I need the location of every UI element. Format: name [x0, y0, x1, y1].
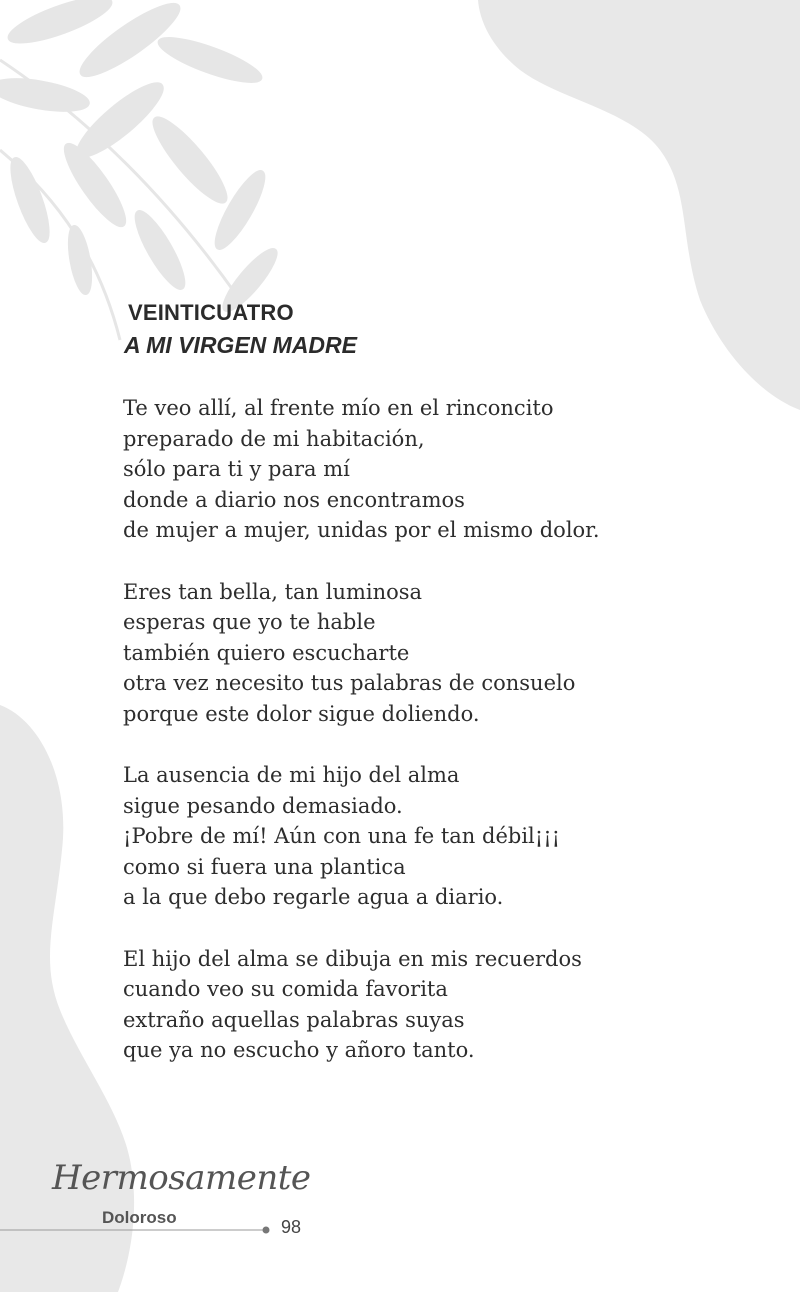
poem-line: como si fuera una plantica [123, 854, 406, 879]
poem-line: sólo para ti y para mí [123, 457, 350, 481]
poem-number-title: VEINTICUATRO [128, 300, 294, 325]
poem-line: sigue pesando demasiado. [123, 793, 403, 818]
poem-line: ¡Pobre de mí! Aún con una fe tan débil¡¡¡ [123, 824, 561, 848]
leaf-branch [0, 0, 284, 340]
poem-line: de mujer a mujer, unidas por el mismo dolor. [123, 518, 600, 542]
poem-body [123, 393, 763, 1097]
poem-line: Eres tan bella, tan luminosa [123, 579, 423, 604]
poem-line: Te veo allí, al frente mío en el rinconcito [123, 396, 554, 420]
stanza [123, 760, 763, 913]
poem-line: otra vez necesito tus palabras de consuelo [123, 671, 576, 695]
logo-script-text: Hermosamente [52, 1158, 311, 1198]
stanza [123, 944, 763, 1066]
top-right-blob [478, 0, 800, 410]
poem-line: porque este dolor sigue doliendo. [123, 701, 480, 726]
poem-line: El hijo del alma se dibuja en mis recuerdos [123, 946, 582, 971]
poem-line: La ausencia de mi hijo del alma [123, 763, 460, 787]
poem-line: cuando veo su comida favorita [123, 977, 448, 1001]
poem-line: esperas que yo te hable [123, 610, 376, 634]
poem-line: también quiero escucharte [123, 640, 410, 665]
poem-line: que ya no escucho y añoro tanto. [123, 1038, 475, 1062]
poem-line: donde a diario nos encontramos [123, 487, 465, 512]
poem-line: extraño aquellas palabras suyas [123, 1007, 465, 1032]
poem-line: a la que debo regarle agua a diario. [123, 885, 504, 909]
page-number: 98 [281, 1217, 302, 1237]
stanza [123, 577, 763, 730]
poem-line: preparado de mi habitación, [123, 426, 425, 451]
logo-word-text: Doloroso [102, 1208, 177, 1227]
poem-title: A MI VIRGEN MADRE [124, 332, 357, 358]
stanza [123, 393, 763, 546]
